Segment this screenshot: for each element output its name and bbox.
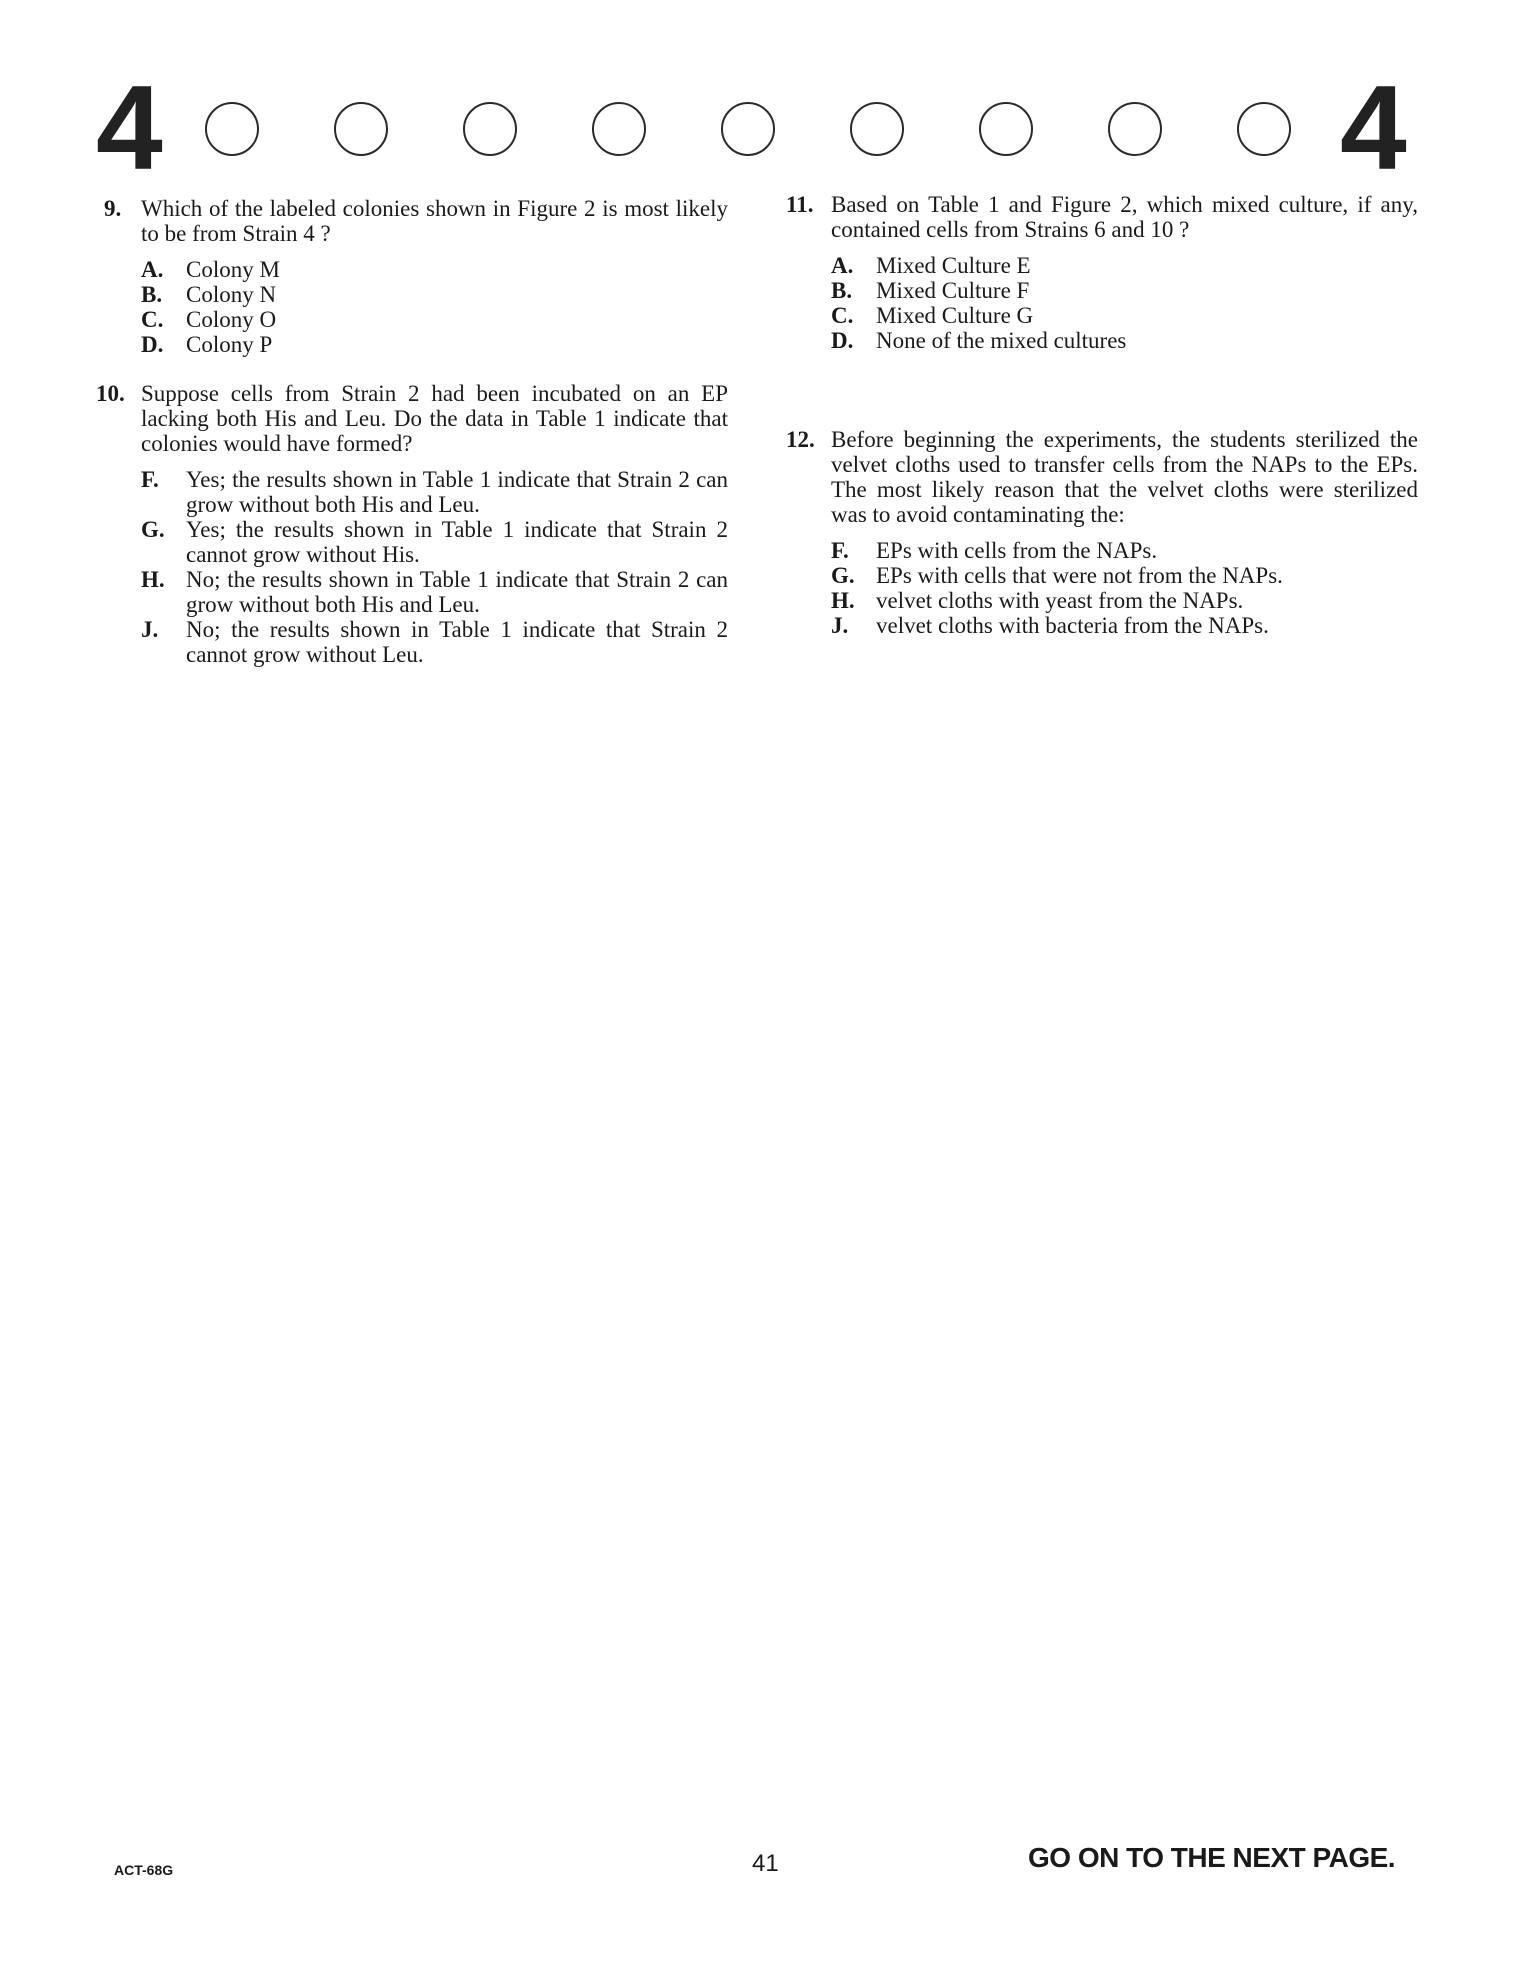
answer-choices [831, 538, 1418, 638]
choice-letter: G. [141, 517, 165, 542]
answer-choice[interactable] [141, 467, 728, 517]
choice-text: Yes; the results shown in Table 1 indicate that Strain 2 can grow without both His and Leu. [186, 467, 728, 517]
answer-choice[interactable] [831, 588, 1418, 613]
choice-letter: B. [141, 282, 163, 307]
choice-letter: J. [141, 617, 159, 642]
question-9 [96, 196, 728, 357]
choice-letter: F. [141, 467, 159, 492]
question-number: 11. [786, 192, 814, 217]
answer-choice[interactable] [141, 282, 728, 307]
choice-letter: H. [831, 588, 855, 613]
question-number: 10. [96, 381, 125, 406]
choice-letter: A. [141, 257, 164, 282]
question-text: Which of the labeled colonies shown in Figure 2 is most likely to be from Strain 4 ? [141, 196, 728, 246]
choice-text: Colony P [186, 332, 273, 357]
form-code: ACT-68G [114, 1862, 174, 1878]
answer-choice[interactable] [831, 253, 1418, 278]
header-circle [205, 102, 259, 156]
choice-text: Colony O [186, 307, 277, 332]
answer-choices [141, 467, 728, 667]
choice-text: Mixed Culture G [876, 303, 1034, 328]
question-11 [786, 192, 1418, 353]
choice-text: Mixed Culture F [876, 278, 1030, 303]
answer-choice[interactable] [141, 517, 728, 567]
answer-choice[interactable] [141, 617, 728, 667]
choice-text: Mixed Culture E [876, 253, 1031, 278]
answer-choices [831, 253, 1418, 353]
choice-text: No; the results shown in Table 1 indicate that Strain 2 can grow without both His and Leu. [186, 567, 728, 617]
answer-choice[interactable] [141, 332, 728, 357]
header-circle [1237, 102, 1291, 156]
choice-text: Yes; the results shown in Table 1 indicate that Strain 2 cannot grow without His. [186, 517, 728, 567]
answer-choice[interactable] [831, 538, 1418, 563]
choice-letter: C. [831, 303, 854, 328]
choice-text: Colony N [186, 282, 277, 307]
choice-text: None of the mixed cultures [876, 328, 1127, 353]
answer-choice[interactable] [831, 563, 1418, 588]
answer-choice[interactable] [141, 307, 728, 332]
answer-choice[interactable] [831, 278, 1418, 303]
question-12 [786, 427, 1418, 638]
question-text: Before beginning the experiments, the students sterilized the velvet cloths used to transfer cells from the NAPs to the EPs. The most likely reason that the velvet cloths were sterilized was to avoid contaminating the: [831, 427, 1418, 527]
answer-choice[interactable] [831, 328, 1418, 353]
question-number: 9. [104, 196, 122, 221]
choice-letter: C. [141, 307, 164, 332]
section-number-right: 4 [1340, 61, 1407, 195]
choice-text: EPs with cells that were not from the NAPs. [876, 563, 1283, 588]
question-text: Suppose cells from Strain 2 had been incubated on an EP lacking both His and Leu. Do the data in Table 1 indicate that colonies would have formed? [141, 381, 728, 456]
choice-text: EPs with cells from the NAPs. [876, 538, 1158, 563]
answer-choice[interactable] [831, 613, 1418, 638]
choice-letter: H. [141, 567, 165, 592]
choice-text: velvet cloths with bacteria from the NAPs. [876, 613, 1269, 638]
header-circle [592, 102, 646, 156]
header-circle [721, 102, 775, 156]
answer-choice[interactable] [141, 567, 728, 617]
question-number: 12. [786, 427, 815, 452]
choice-letter: D. [141, 332, 164, 357]
choice-letter: J. [831, 613, 849, 638]
header-circle [850, 102, 904, 156]
choice-letter: A. [831, 253, 854, 278]
header-circle [463, 102, 517, 156]
header-circle [979, 102, 1033, 156]
choice-text: Colony M [186, 257, 280, 282]
choice-text: velvet cloths with yeast from the NAPs. [876, 588, 1244, 613]
choice-letter: D. [831, 328, 854, 353]
answer-choices [141, 257, 728, 357]
choice-letter: F. [831, 538, 849, 563]
question-text: Based on Table 1 and Figure 2, which mixed culture, if any, contained cells from Strains 6 and 10 ? [831, 192, 1418, 242]
header-circle [334, 102, 388, 156]
header-circle [1108, 102, 1162, 156]
choice-letter: G. [831, 563, 855, 588]
answer-choice[interactable] [831, 303, 1418, 328]
page-number: 41 [752, 1850, 779, 1877]
choice-text: No; the results shown in Table 1 indicate that Strain 2 cannot grow without Leu. [186, 617, 728, 667]
choice-letter: B. [831, 278, 853, 303]
section-number-left: 4 [96, 61, 163, 195]
answer-choice[interactable] [141, 257, 728, 282]
next-page-instruction: GO ON TO THE NEXT PAGE. [1028, 1842, 1396, 1873]
question-10 [96, 381, 728, 667]
